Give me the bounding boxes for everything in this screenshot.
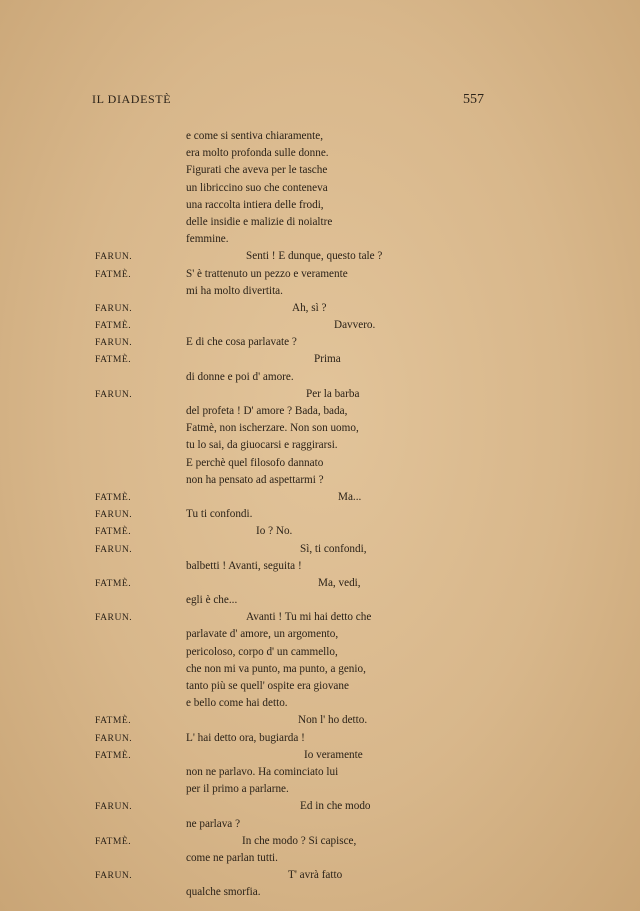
line-text: e bello come hai detto. xyxy=(186,697,288,710)
speaker-name: FATMÈ. xyxy=(95,320,132,332)
line-text: Ed in che modo xyxy=(300,800,371,813)
verse-line xyxy=(0,386,640,403)
speaker-name: FATMÈ. xyxy=(95,354,132,366)
line-text: parlavate d' amore, un argomento, xyxy=(186,628,339,641)
verse-line xyxy=(0,455,640,472)
verse-line xyxy=(0,558,640,575)
verse-line xyxy=(0,420,640,437)
line-text: delle insidie e malizie di noialtre xyxy=(186,215,333,228)
speaker-name: FATMÈ. xyxy=(95,715,132,727)
speaker-name: FATMÈ. xyxy=(95,491,132,503)
line-text: tu lo sai, da giuocarsi e raggirarsi. xyxy=(186,439,338,452)
line-text: per il primo a parlarne. xyxy=(186,783,289,796)
line-text: Io veramente xyxy=(304,748,363,761)
verse-line xyxy=(0,403,640,420)
line-text: ne parlava ? xyxy=(186,817,241,830)
verse-line xyxy=(0,678,640,695)
verse-line xyxy=(0,214,640,231)
verse-dialogue xyxy=(0,128,640,901)
verse-line xyxy=(0,609,640,626)
line-text: Fatmè, non ischerzare. Non son uomo, xyxy=(186,422,359,435)
verse-line xyxy=(0,781,640,798)
line-text: Io ? No. xyxy=(256,525,293,538)
line-text: un libriccino suo che conteneva xyxy=(186,181,328,194)
verse-line xyxy=(0,747,640,764)
speaker-name: FARUN. xyxy=(95,612,133,624)
line-text: pericoloso, corpo d' un cammello, xyxy=(186,645,338,658)
verse-line xyxy=(0,523,640,540)
verse-line xyxy=(0,764,640,781)
line-text: Non l' ho detto. xyxy=(298,714,368,727)
verse-line xyxy=(0,283,640,300)
verse-line xyxy=(0,592,640,609)
verse-line xyxy=(0,833,640,850)
line-text: di donne e poi d' amore. xyxy=(186,370,294,383)
verse-line xyxy=(0,437,640,454)
line-text: del profeta ! D' amore ? Bada, bada, xyxy=(186,405,348,417)
verse-line xyxy=(0,197,640,214)
verse-line xyxy=(0,472,640,489)
page-header xyxy=(92,92,484,108)
line-text: una raccolta intiera delle frodi, xyxy=(186,198,324,211)
verse-line xyxy=(0,730,640,747)
speaker-name: FARUN. xyxy=(95,543,133,555)
line-text: femmine. xyxy=(186,233,229,246)
line-text: non ne parlavo. Ha cominciato lui xyxy=(186,765,339,778)
verse-line xyxy=(0,180,640,197)
line-text: Prima xyxy=(314,353,341,366)
verse-line xyxy=(0,145,640,162)
speaker-name: FARUN. xyxy=(95,801,133,813)
line-text: era molto profonda sulle donne. xyxy=(186,147,329,160)
verse-line xyxy=(0,231,640,248)
line-text: S' è trattenuto un pezzo e veramente xyxy=(186,267,348,280)
verse-line xyxy=(0,884,640,901)
verse-line xyxy=(0,248,640,265)
speaker-name: FATMÈ. xyxy=(95,526,132,538)
line-text: Senti ! E dunque, questo tale ? xyxy=(246,250,383,263)
speaker-name: FARUN. xyxy=(95,388,133,400)
line-text: Figurati che aveva per le tasche xyxy=(186,164,328,177)
speaker-name: FATMÈ. xyxy=(95,749,132,761)
verse-line xyxy=(0,162,640,179)
speaker-name: FARUN. xyxy=(95,732,133,744)
line-text: Ma, vedi, xyxy=(318,576,361,589)
line-text: egli è che... xyxy=(186,594,238,607)
verse-line xyxy=(0,489,640,506)
verse-line xyxy=(0,541,640,558)
line-text: In che modo ? Si capisce, xyxy=(242,834,357,847)
speaker-name: FATMÈ. xyxy=(95,577,132,589)
verse-line xyxy=(0,626,640,643)
line-text: balbetti ! Avanti, seguita ! xyxy=(186,559,302,572)
verse-line xyxy=(0,369,640,386)
page-number: 557 xyxy=(463,92,484,107)
verse-line xyxy=(0,351,640,368)
line-text: tanto più se quell' ospite era giovane xyxy=(186,680,349,692)
line-text: come ne parlan tutti. xyxy=(186,851,278,864)
speaker-name: FARUN. xyxy=(95,509,133,521)
speaker-name: FARUN. xyxy=(95,870,133,882)
verse-line xyxy=(0,128,640,145)
line-text: E perchè quel filosofo dannato xyxy=(186,456,324,469)
verse-line xyxy=(0,867,640,884)
speaker-name: FARUN. xyxy=(95,251,133,263)
line-text: Avanti ! Tu mi hai detto che xyxy=(246,611,372,624)
line-text: E di che cosa parlavate ? xyxy=(186,336,297,349)
line-text: Davvero. xyxy=(334,319,376,332)
verse-line xyxy=(0,575,640,592)
line-text: non ha pensato ad aspettarmi ? xyxy=(186,473,324,486)
speaker-name: FATMÈ. xyxy=(95,268,132,280)
line-text: che non mi va punto, ma punto, a genio, xyxy=(186,662,366,675)
line-text: qualche smorfia. xyxy=(186,886,261,899)
line-text: Tu ti confondi. xyxy=(186,508,253,521)
verse-line xyxy=(0,506,640,523)
verse-line xyxy=(0,816,640,833)
verse-line xyxy=(0,661,640,678)
verse-line xyxy=(0,644,640,661)
verse-line xyxy=(0,300,640,317)
speaker-name: FATMÈ. xyxy=(95,835,132,847)
verse-line xyxy=(0,798,640,815)
line-text: Sì, ti confondi, xyxy=(300,542,367,555)
verse-line xyxy=(0,317,640,334)
line-text: L' hai detto ora, bugiarda ! xyxy=(186,731,305,744)
line-text: T' avrà fatto xyxy=(288,869,343,882)
speaker-name: FARUN. xyxy=(95,302,133,314)
speaker-name: FARUN. xyxy=(95,337,133,349)
verse-line xyxy=(0,266,640,283)
line-text: Ma... xyxy=(338,490,362,503)
verse-line xyxy=(0,712,640,729)
line-text: mi ha molto divertita. xyxy=(186,284,283,297)
line-text: Per la barba xyxy=(306,387,360,400)
line-text: Ah, sì ? xyxy=(292,301,327,314)
line-text: e come si sentiva chiaramente, xyxy=(186,130,323,142)
running-title: IL DIADESTÈ xyxy=(92,92,172,106)
verse-line xyxy=(0,334,640,351)
verse-line xyxy=(0,695,640,712)
verse-line xyxy=(0,850,640,867)
